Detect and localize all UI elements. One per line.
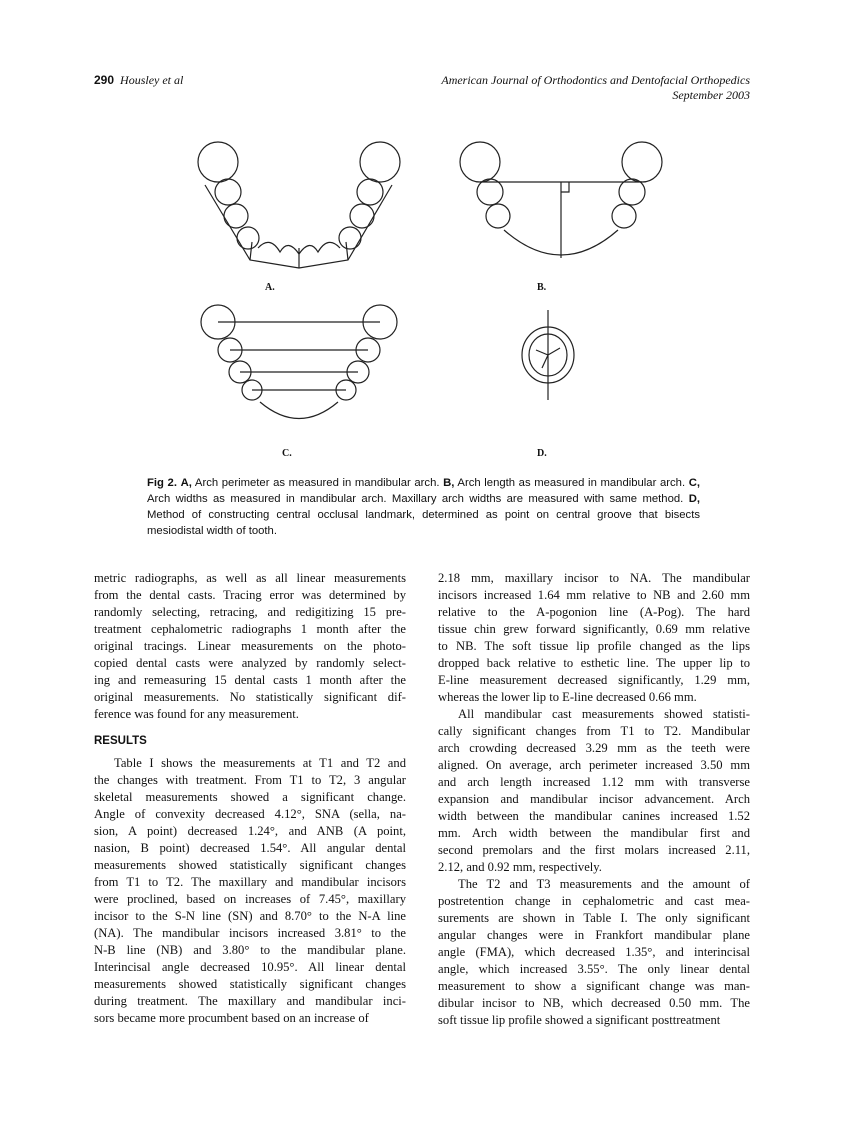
text-line: measurements showed statistically significant changes xyxy=(94,977,406,991)
left-column xyxy=(94,570,406,1027)
caption-c-text: Arch widths as measured in mandibular arch. Maxillary arch widths are measured with same method. xyxy=(147,493,689,505)
caption-fig-label: Fig 2. xyxy=(147,477,177,489)
text-line: angle (FMA), which decreased 1.35°, and interincisal xyxy=(438,945,750,959)
caption-d: D, xyxy=(688,493,700,505)
text-line: randomly selecting, retracing, and redigitizing 15 pre- xyxy=(94,605,406,619)
figure-label-c: C. xyxy=(282,448,292,459)
text-line: The T2 and T3 measurements and the amount of xyxy=(458,877,750,891)
text-line: surements are shown in Table I. The only significant xyxy=(438,911,750,925)
text-line: copied dental casts were analyzed by randomly select- xyxy=(94,656,406,670)
diagram-a-arch-perimeter xyxy=(198,142,400,268)
text-line: original measurements. No statistically significant dif- xyxy=(94,690,406,704)
text-line: 2.12, and 0.92 mm, respectively. xyxy=(438,860,602,874)
text-line: and arch length increased 1.12 mm with transverse xyxy=(438,775,750,789)
authors: Housley et al xyxy=(120,73,184,87)
running-header-right xyxy=(441,73,750,103)
text-line: from the dental casts. Tracing error was determined by xyxy=(94,588,406,602)
issue-date: September 2003 xyxy=(672,88,750,102)
text-line: sors became more procumbent based on an increase of xyxy=(94,1011,369,1025)
text-line: Interincisal angle decreased 10.95°. All linear dental xyxy=(94,960,406,974)
text-line: sion, A point) decreased 1.24°, and ANB (A point, xyxy=(94,824,406,838)
journal-name: American Journal of Orthodontics and Dentofacial Orthopedics xyxy=(441,73,750,87)
paragraph xyxy=(438,706,750,876)
text-line: E-line measurement decreased significantly, 1.29 mm, xyxy=(438,673,750,687)
text-line: angle, which increased 3.55°. The only linear dental xyxy=(438,962,750,976)
figure-label-b: B. xyxy=(537,282,547,293)
text-line: skeletal measurements showed a significant change. xyxy=(94,790,406,804)
text-line: N-B line (NB) and 3.80° to the mandibular plane. xyxy=(94,943,406,957)
paragraph xyxy=(438,876,750,1029)
text-line: measurement to show a significant change was man- xyxy=(438,979,750,993)
text-line: tissue chin grew forward significantly, 0.69 mm relative xyxy=(438,622,750,636)
caption-a-text: Arch perimeter as measured in mandibular arch. xyxy=(191,477,444,489)
text-line: second premolars and the first molars increased 2.11, xyxy=(438,843,750,857)
text-line: relative to the A-pogonion line (A-Pog). The hard xyxy=(438,605,750,619)
text-line: were proclined, based on increases of 7.45°, maxillary xyxy=(94,892,406,906)
text-line: original tracings. Linear measurements on the photo- xyxy=(94,639,406,653)
text-line: measurements showed statistically significant changes xyxy=(94,858,406,872)
text-line: the changes with treatment. From T1 to T2, 3 angular xyxy=(94,773,406,787)
caption-b-text: Arch length as measured in mandibular arch. xyxy=(454,477,689,489)
caption-c: C, xyxy=(688,477,701,489)
paragraph xyxy=(94,570,406,723)
page-number: 290 xyxy=(94,73,115,87)
text-line: width between the mandibular canines increased 1.52 xyxy=(438,809,750,823)
text-line: angular changes were in Frankfort mandibular plane xyxy=(438,928,750,942)
figure-label-a: A. xyxy=(265,282,275,293)
text-line: metric radiographs, as well as all linear measurements xyxy=(94,571,406,585)
text-line: dibular incisor to NB, which decreased 0.50 mm. The xyxy=(438,996,750,1010)
text-line: ing and remeasuring 15 dental casts 1 month after the xyxy=(94,673,406,687)
paragraph xyxy=(94,755,406,1027)
text-line: postretention change in cephalometric and cast mea- xyxy=(438,894,750,908)
diagram-c-arch-widths xyxy=(201,305,397,419)
right-column xyxy=(438,570,750,1029)
running-header-left xyxy=(94,73,183,88)
text-line: from T1 to T2. The maxillary and mandibular incisors xyxy=(94,875,406,889)
text-line: soft tissue lip profile showed a significant posttreatment xyxy=(438,1013,721,1027)
section-heading-results: RESULTS xyxy=(94,735,147,747)
caption-a: A, xyxy=(180,477,192,489)
text-line: (NA). The mandibular incisors increased 3.81° to the xyxy=(94,926,406,940)
diagram-d-occlusal-landmark xyxy=(522,310,574,400)
text-line: incisor to the S-N line (SN) and 8.70° to the N-A line xyxy=(94,909,406,923)
text-line: to NB. The soft tissue lip profile changed as the lips xyxy=(438,639,750,653)
text-line: Angle of convexity decreased 4.12°, SNA (sella, na- xyxy=(94,807,406,821)
text-line: cally significant changes from T1 to T2. Mandibular xyxy=(438,724,750,738)
text-line: treatment cephalometric radiographs 1 month after the xyxy=(94,622,406,636)
figure-caption xyxy=(147,475,700,539)
text-line: 2.18 mm, maxillary incisor to NA. The mandibular xyxy=(438,571,750,585)
text-line: dropped back relative to esthetic line. The upper lip to xyxy=(438,656,750,670)
text-line: All mandibular cast measurements showed statisti- xyxy=(458,707,750,721)
text-line: aligned. On average, arch perimeter increased 3.50 mm xyxy=(438,758,750,772)
text-line: expansion and mandibular incisor advancement. Arch xyxy=(438,792,750,806)
text-line: incisors increased 1.64 mm relative to NB and 2.60 mm xyxy=(438,588,750,602)
diagram-b-arch-length xyxy=(460,142,662,258)
caption-b: B, xyxy=(443,477,455,489)
text-line: Table I shows the measurements at T1 and T2 and xyxy=(114,756,406,770)
text-line: arch crowding decreased 3.29 mm as the teeth were xyxy=(438,741,750,755)
text-line: whereas the lower lip to E-line decreased 0.66 mm. xyxy=(438,690,697,704)
figure-arch-diagrams xyxy=(170,130,680,450)
text-line: nasion, B point) decreased 1.54°. All angular dental xyxy=(94,841,406,855)
paragraph xyxy=(438,570,750,706)
text-line: during treatment. The maxillary and mandibular inci- xyxy=(94,994,406,1008)
text-line: mm. Arch width between the mandibular first and xyxy=(438,826,750,840)
text-line: ference was found for any measurement. xyxy=(94,707,299,721)
figure-label-d: D. xyxy=(537,448,547,459)
caption-d-text: Method of constructing central occlusal landmark, determined as point on central groove that bisects mesiodistal width of tooth. xyxy=(147,509,700,537)
